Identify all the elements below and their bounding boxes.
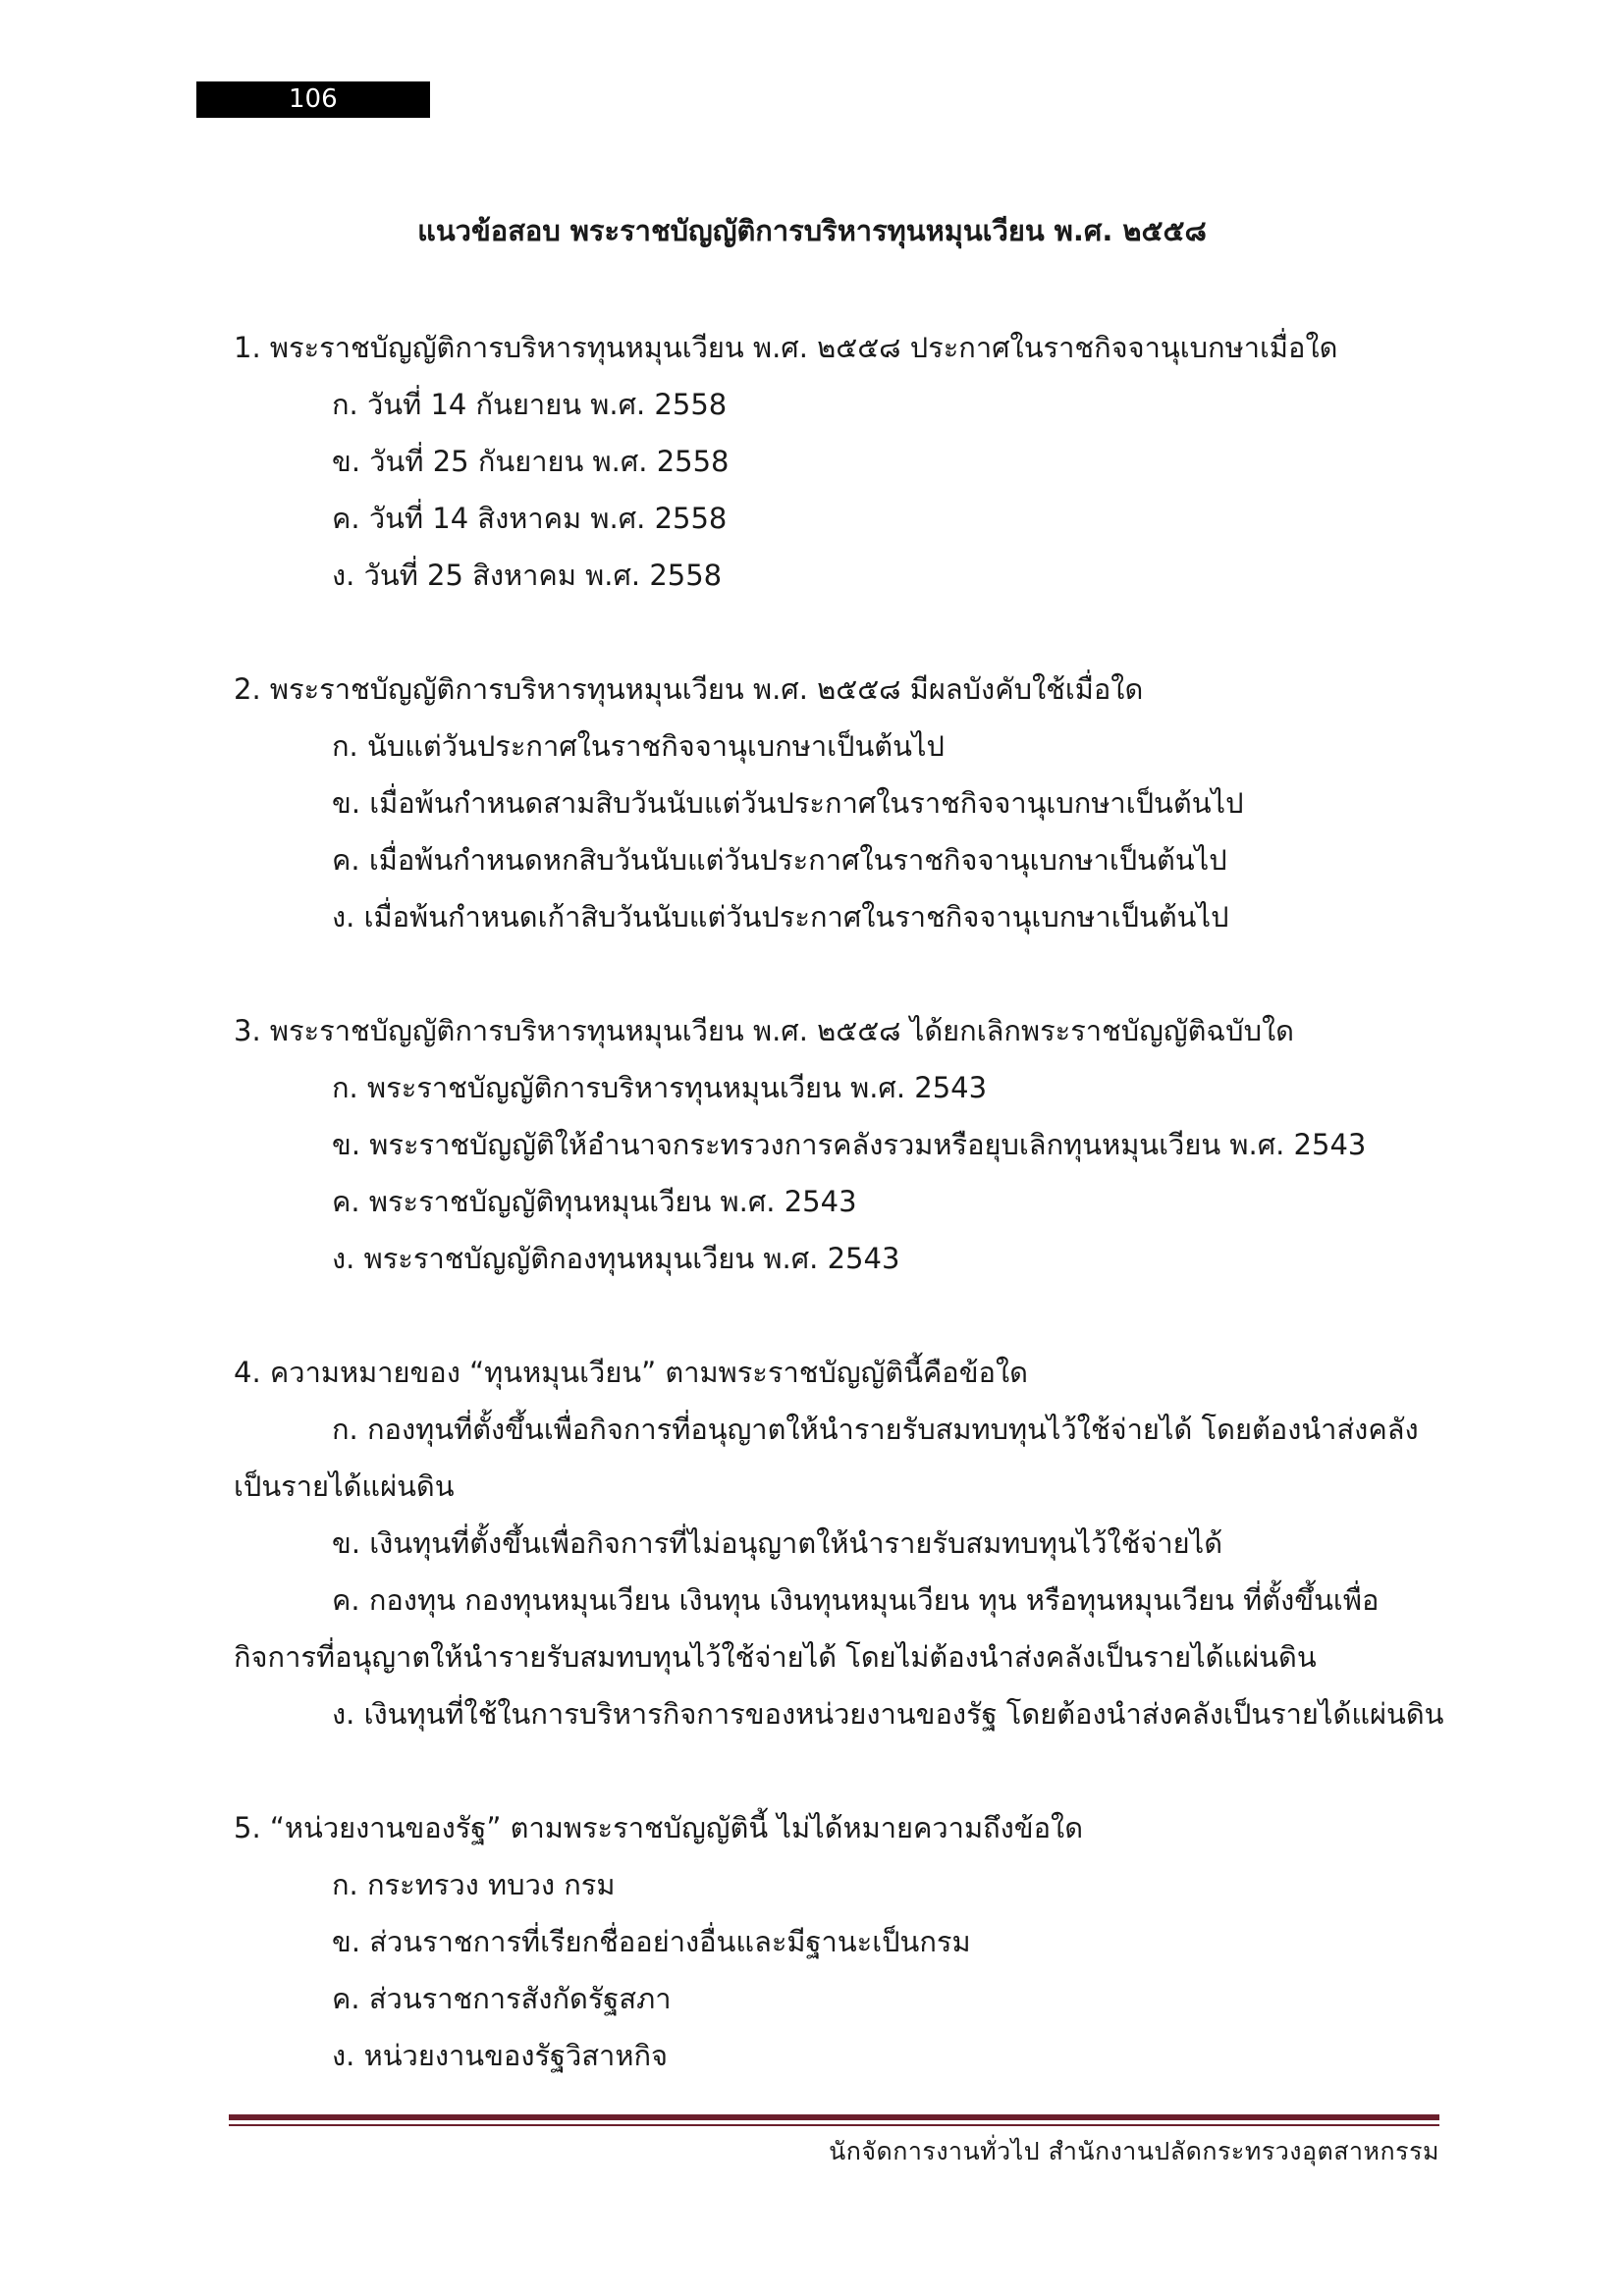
- footer-rule-thick: [229, 2114, 1439, 2120]
- choice-b: ข. พระราชบัญญัติให้อำนาจกระทรวงการคลังรวมหรือยุบเลิกทุนหมุนเวียน พ.ศ. 2543: [332, 1128, 1367, 1161]
- question-4: [234, 1344, 1444, 1742]
- choice-c: ค. ส่วนราชการสังกัดรัฐสภา: [332, 1982, 672, 2015]
- question-text: 5. “หน่วยงานของรัฐ” ตามพระราชบัญญัตินี้ ไม่ได้หมายความถึงข้อใด: [234, 1811, 1084, 1844]
- choice-b: ข. วันที่ 25 กันยายน พ.ศ. 2558: [332, 445, 730, 478]
- question-2: [234, 661, 1432, 945]
- choice-c: ค. เมื่อพ้นกำหนดหกสิบวันนับแต่วันประกาศในราชกิจจานุเบกษาเป็นต้นไป: [332, 843, 1227, 877]
- question-text: 1. พระราชบัญญัติการบริหารทุนหมุนเวียน พ.ศ. ๒๕๕๘ ประกาศในราชกิจจานุเบกษาเมื่อใด: [234, 331, 1338, 364]
- choice-c: ค. กองทุน กองทุนหมุนเวียน เงินทุน เงินทุนหมุนเวียน ทุน หรือทุนหมุนเวียน ที่ตั้งขึ้นเพื่อกิจการที่อนุญาตให้นำรายรับสมทบทุนไว้ใช้จ่ายได้ โดยไม่ต้องนำส่งคลังเป็นรายได้แผ่นดิน: [234, 1583, 1380, 1674]
- question-5: [234, 1799, 1432, 2084]
- choice-c: ค. วันที่ 14 สิงหาคม พ.ศ. 2558: [332, 502, 728, 535]
- choice-d: ง. วันที่ 25 สิงหาคม พ.ศ. 2558: [332, 559, 723, 592]
- question-text: 3. พระราชบัญญัติการบริหารทุนหมุนเวียน พ.ศ. ๒๕๕๘ ได้ยกเลิกพระราชบัญญัติฉบับใด: [234, 1014, 1294, 1047]
- footer-rule: [229, 2114, 1439, 2126]
- footer-text: นักจัดการงานทั่วไป สำนักงานปลัดกระทรวงอุตสาหกรรม: [829, 2137, 1439, 2165]
- choice-a: ก. พระราชบัญญัติการบริหารทุนหมุนเวียน พ.ศ. 2543: [332, 1071, 988, 1104]
- choice-b: ข. เงินทุนที่ตั้งขึ้นเพื่อกิจการที่ไม่อนุญาตให้นำรายรับสมทบทุนไว้ใช้จ่ายได้: [332, 1526, 1223, 1560]
- choice-a: ก. วันที่ 14 กันยายน พ.ศ. 2558: [332, 388, 728, 421]
- question-list: [234, 319, 1444, 2141]
- choice-d: ง. เมื่อพ้นกำหนดเก้าสิบวันนับแต่วันประกาศในราชกิจจานุเบกษาเป็นต้นไป: [332, 900, 1229, 934]
- question-1: [234, 319, 1432, 604]
- page-number: 106: [196, 81, 430, 118]
- choice-a: ก. กระทรวง ทบวง กรม: [332, 1868, 616, 1901]
- page-title: แนวข้อสอบ พระราชบัญญัติการบริหารทุนหมุนเวียน พ.ศ. ๒๕๕๘: [417, 214, 1207, 247]
- question-text: 2. พระราชบัญญัติการบริหารทุนหมุนเวียน พ.ศ. ๒๕๕๘ มีผลบังคับใช้เมื่อใด: [234, 672, 1144, 706]
- question-3: [234, 1002, 1432, 1287]
- question-text: 4. ความหมายของ “ทุนหมุนเวียน” ตามพระราชบัญญัตินี้คือข้อใด: [234, 1356, 1028, 1389]
- choice-c: ค. พระราชบัญญัติทุนหมุนเวียน พ.ศ. 2543: [332, 1185, 857, 1218]
- choice-d: ง. หน่วยงานของรัฐวิสาหกิจ: [332, 2039, 668, 2072]
- choice-a: ก. กองทุนที่ตั้งขึ้นเพื่อกิจการที่อนุญาตให้นำรายรับสมทบทุนไว้ใช้จ่ายได้ โดยต้องนำส่งคลังเป็นรายได้แผ่นดิน: [234, 1413, 1419, 1503]
- choice-d: ง. พระราชบัญญัติกองทุนหมุนเวียน พ.ศ. 2543: [332, 1242, 900, 1275]
- choice-a: ก. นับแต่วันประกาศในราชกิจจานุเบกษาเป็นต้นไป: [332, 729, 945, 763]
- choice-b: ข. ส่วนราชการที่เรียกชื่ออย่างอื่นและมีฐานะเป็นกรม: [332, 1925, 971, 1958]
- choice-d: ง. เงินทุนที่ใช้ในการบริหารกิจการของหน่วยงานของรัฐ โดยต้องนำส่งคลังเป็นรายได้แผ่นดิน: [332, 1697, 1444, 1731]
- footer-rule-thin: [229, 2124, 1439, 2126]
- choice-b: ข. เมื่อพ้นกำหนดสามสิบวันนับแต่วันประกาศในราชกิจจานุเบกษาเป็นต้นไป: [332, 786, 1244, 820]
